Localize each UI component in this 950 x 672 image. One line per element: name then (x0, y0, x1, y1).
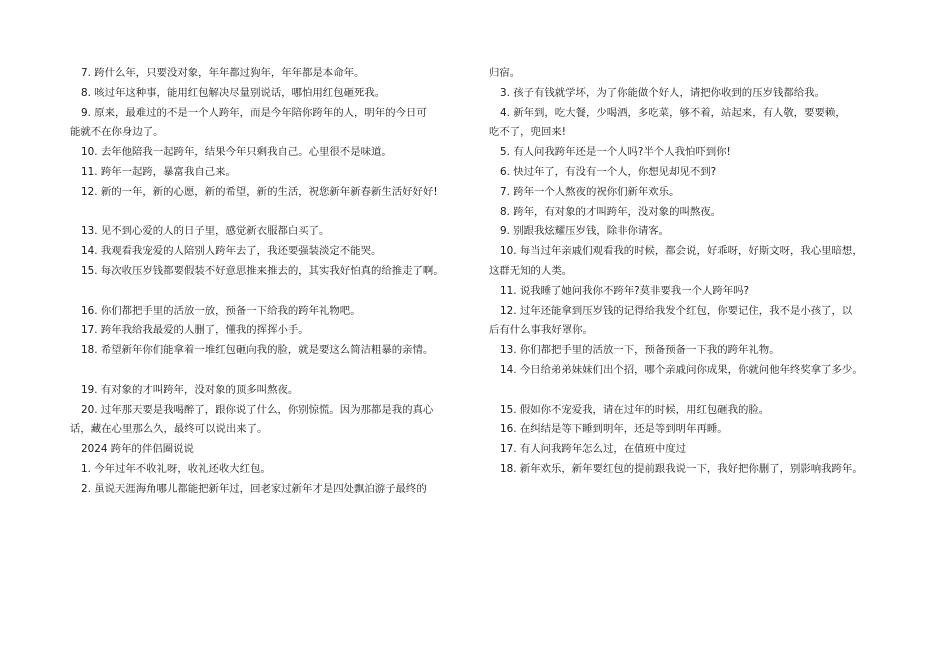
left-column (70, 64, 462, 500)
paragraph-line: 14. 我观看我宠爱的人陪别人跨年去了，我还要强装淡定不能哭。 (81, 245, 382, 258)
paragraph-line: 归宿。 (489, 67, 521, 79)
paragraph-line: 18. 新年欢乐，新年要红包的提前跟我说一下，我好把你删了，别影响我跨年。 (500, 462, 863, 475)
paragraph-line: 10. 去年他陪我一起跨年，结果今年只剩我自己。心里很不是味道。 (81, 146, 392, 159)
paragraph-line: 3. 孩子有钱就学坏，为了你能做个好人，请把你收到的压岁钱都给我。 (500, 86, 825, 99)
paragraph-line: 13. 你们都把手里的活放一下，预备预备一下我的跨年礼物。 (500, 344, 780, 357)
paragraph-line: 15. 假如你不宠爱我，请在过年的时候，用红包砸我的脸。 (500, 403, 770, 416)
paragraph-line: 9. 原来，最难过的不是一个人跨年，而是今年陪你跨年的人，明年的今日可 (81, 106, 427, 119)
paragraph-line: 8. 咳过年这种事，能用红包解决尽量别说话，哪怕用红包砸死我。 (81, 86, 386, 99)
paragraph-line: 吃不了，兜回来! (489, 126, 566, 139)
paragraph-line: 18. 希望新年你们能拿着一堆红包砸向我的脸，就是要这么简洁粗暴的亲情。 (81, 344, 434, 357)
paragraph-line: 13. 见不到心爱的人的日子里，感觉新衣服都白买了。 (81, 225, 330, 238)
paragraph-line: 19. 有对象的才叫跨年，没对象的顶多叫熬夜。 (81, 383, 299, 396)
paragraph-line: 话，藏在心里那么久，最终可以说出来了。 (70, 423, 268, 436)
paragraph-line: 2. 虽说天涯海角哪儿都能把新年过，回老家过新年才是四处飘泊游子最终的 (81, 482, 427, 495)
paragraph-line: 15. 每次收压岁钱都要假装不好意思推来推去的，其实我好怕真的给推走了啊。 (81, 264, 444, 277)
paragraph-line: 7. 跨什么年，只要没对象，年年都过狗年，年年都是本命年。 (81, 67, 365, 79)
paragraph-line: 2024 跨年的伴侣圈说说 (81, 443, 194, 456)
paragraph-line: 12. 过年还能拿到压岁钱的记得给我发个红包，你要记住，我不是小孩了，以 (500, 304, 853, 317)
paragraph-line: 9. 别跟我炫耀压岁钱，除非你请客。 (500, 225, 670, 238)
paragraph-line: 11. 说我睡了她问我你不跨年?莫非要我一个人跨年吗? (500, 284, 750, 297)
paragraph-line: 5. 有人问我跨年还是一个人吗?半个人我怕吓到你! (500, 146, 731, 159)
paragraph-line: 17. 有人问我跨年怎么过，在值班中度过 (500, 443, 687, 456)
paragraph-line: 20. 过年那天要是我喝醉了，跟你说了什么，你别惊慌。因为那都是我的真心 (81, 403, 434, 416)
paragraph-line: 这群无知的人类。 (489, 264, 573, 277)
right-column (489, 64, 885, 480)
paragraph-line: 12. 新的一年，新的心愿，新的希望，新的生活，祝您新年新春新生活好好好! (81, 185, 438, 198)
paragraph-line: 6. 快过年了，有没有一个人，你想见却见不到? (500, 165, 717, 178)
paragraph-line: 14. 今日给弟弟妹妹们出个招，哪个亲戚问你成果，你就问他年终奖拿了多少。 (500, 363, 863, 376)
paragraph-line: 能就不在你身边了。 (70, 126, 164, 139)
paragraph-line: 1. 今年过年不收礼呀，收礼还收大红包。 (81, 462, 271, 475)
paragraph-line: 11. 跨年一起跨，暴富我自己来。 (81, 165, 236, 178)
paragraph-line: 后有什么事我好罩你。 (489, 324, 593, 337)
paragraph-line: 16. 在纠结是等下睡到明年，还是等到明年再睡。 (500, 423, 728, 436)
paragraph-line: 7. 跨年一个人熬夜的祝你们新年欢乐。 (500, 185, 680, 198)
paragraph-line: 16. 你们都把手里的活放一放，预备一下给我的跨年礼物吧。 (81, 304, 361, 317)
paragraph-line: 10. 每当过年亲戚们观看我的时候，都会说，好乖呀，好斯文呀，我心里暗想， (500, 245, 863, 258)
paragraph-line: 8. 跨年，有对象的才叫跨年，没对象的叫熬夜。 (500, 205, 722, 218)
paragraph-line: 17. 跨年我给我最爱的人删了，懂我的挥挥小手。 (81, 324, 309, 337)
paragraph-line: 4. 新年到，吃大餐，少喝酒，多吃菜，够不着，站起来，有人敬，要要赖， (500, 106, 846, 119)
